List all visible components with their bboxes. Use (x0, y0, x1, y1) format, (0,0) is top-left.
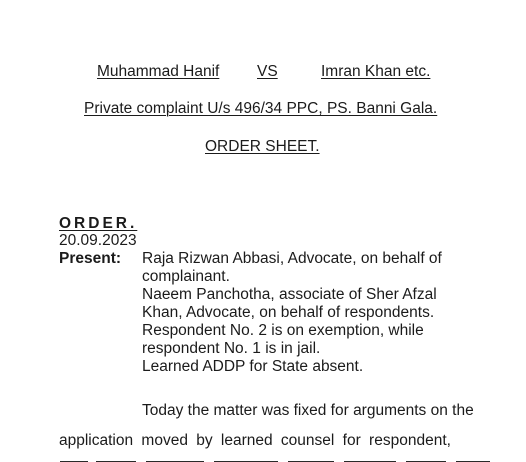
case-title: Private complaint U/s 496/34 PPC, PS. Banni Gala. (84, 100, 438, 117)
present-line: respondent No. 1 is in jail. (142, 340, 321, 357)
present-line: Raja Rizwan Abbasi, Advocate, on behalf of (142, 250, 442, 267)
respondent-name: Imran Khan etc. (321, 63, 431, 80)
body-line: application moved by learned counsel for respondent, (59, 432, 451, 449)
present-label: Present: (59, 250, 122, 267)
versus-text: VS (257, 63, 278, 80)
versus-label (221, 63, 312, 81)
body-line: Today the matter was fixed for arguments on the (142, 402, 474, 419)
present-line: complainant. (142, 268, 230, 285)
present-line: Naeem Panchotha, associate of Sher Afzal (142, 286, 437, 303)
petitioner-name: Muhammad Hanif (97, 63, 220, 80)
order-date: 20.09.2023 (59, 232, 137, 249)
cropped-text-fragment (0, 452, 526, 462)
sheet-title: ORDER SHEET. (205, 138, 320, 155)
present-line: Respondent No. 2 is on exemption, while (142, 322, 424, 339)
order-heading: ORDER. (59, 215, 138, 232)
present-line: Khan, Advocate, on behalf of respondents. (142, 304, 435, 321)
present-line: Learned ADDP for State absent. (142, 358, 364, 375)
cropped-line-marks (0, 455, 526, 462)
